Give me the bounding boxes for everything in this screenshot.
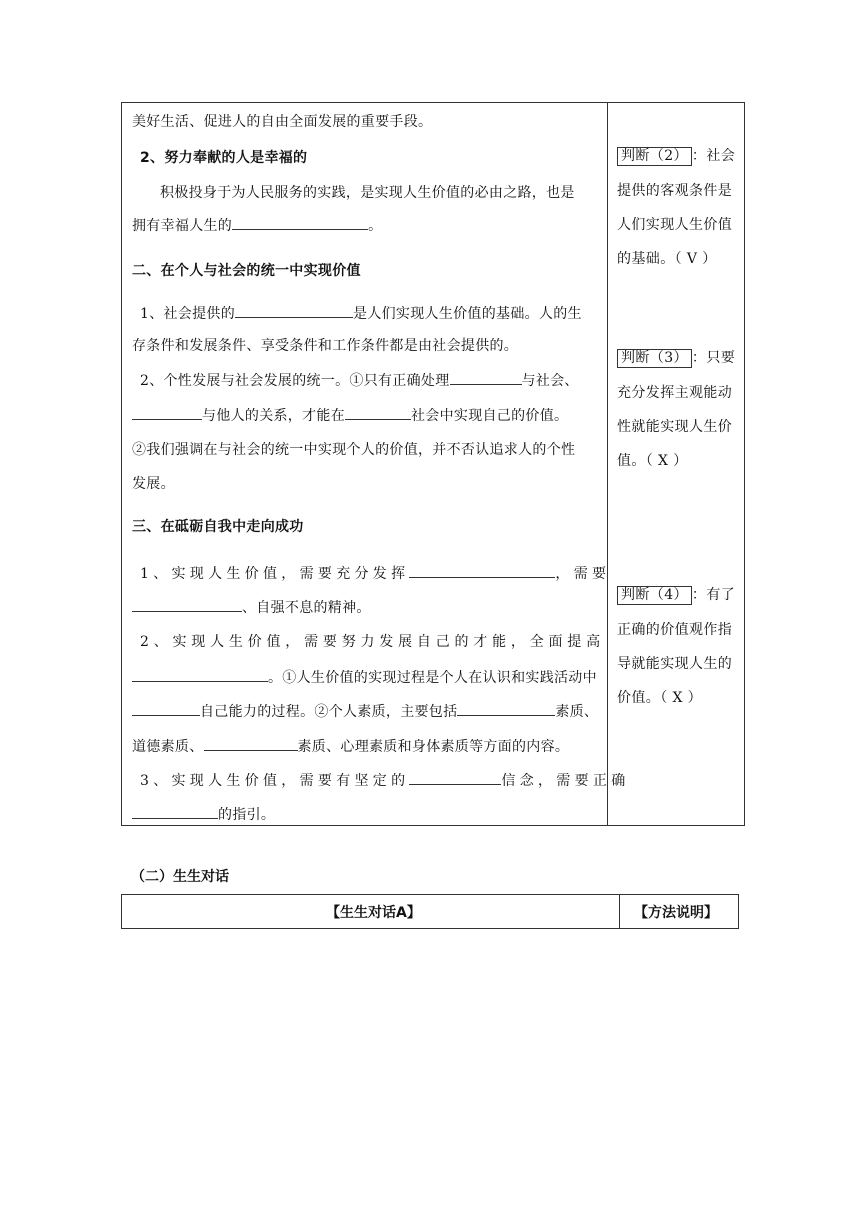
fill-blank [457, 701, 555, 716]
text-fragment: 。 [368, 218, 383, 234]
text-line [140, 303, 582, 324]
text-fragment: 、自强不息的精神。 [242, 600, 371, 616]
text-fragment: 社会中实现自己的价值。 [411, 408, 569, 424]
text-line: 美好生活、促进人的自由全面发展的重要手段。 [132, 114, 433, 130]
text-fragment: 与社会、 [521, 373, 579, 389]
text-fragment: 自己能力的过程。②个人素质，主要包括 [200, 704, 458, 720]
heading-point-2: 2、努力奉献的人是幸福的 [140, 150, 308, 166]
text-line [132, 736, 569, 757]
fill-blank [132, 804, 218, 819]
text-line [132, 804, 275, 825]
fill-blank [132, 701, 200, 716]
judgment-text: 导就能实现人生的 [617, 656, 733, 672]
text-fragment: 道德素质、 [132, 739, 204, 755]
text-fragment: ，需要 [555, 566, 611, 582]
content-column [122, 103, 630, 825]
judgment-4-line [617, 585, 735, 605]
text-fragment: 素质、 [555, 704, 599, 720]
text-fragment: 。①人生价值的实现过程是个人在认识和实践活动中 [268, 670, 597, 686]
judgment-text: 人们实现人生价值 [617, 217, 733, 233]
judgment-text: 正确的价值观作指 [617, 622, 733, 638]
text-line [140, 370, 579, 391]
text-line [132, 215, 382, 236]
text-line: 存条件和发展条件、享受条件和工作条件都是由社会提供的。 [132, 338, 519, 354]
fill-blank [345, 405, 411, 420]
fill-blank [132, 405, 202, 420]
section-heading-3: 三、在砥砺自我中走向成功 [132, 519, 304, 535]
dialogue-table [121, 894, 739, 929]
text-line: ②我们强调在与社会的统一中实现个人的价值，并不否认追求人的个性 [132, 442, 576, 458]
method-column-header: 【方法说明】 [634, 905, 718, 921]
text-fragment: 2、个性发展与社会发展的统一。①只有正确处理 [140, 373, 450, 389]
fill-blank [132, 667, 268, 682]
column-divider [619, 895, 620, 928]
text-fragment: 与他人的关系，才能在 [202, 408, 345, 424]
text-fragment: 素质、心理素质和身体素质等方面的内容。 [297, 739, 570, 755]
judgment-3-line [617, 348, 735, 368]
judgment-label: 判断（4） [617, 586, 692, 605]
fill-blank [450, 370, 522, 385]
text-fragment: 1、实现人生价值，需要充分发挥 [140, 566, 410, 582]
judgment-text: 值。（ X ） [617, 453, 688, 469]
judgment-label: 判断（3） [617, 349, 692, 368]
fill-blank [232, 215, 368, 230]
text-line [140, 563, 610, 584]
notes-column [608, 103, 745, 825]
text-fragment: 1、社会提供的 [140, 306, 236, 322]
text-fragment: 3、实现人生价值，需要有坚定的 [140, 773, 410, 789]
section-heading-2: 二、在个人与社会的统一中实现价值 [132, 263, 361, 279]
judgment-text: 价值。（ X ） [617, 690, 703, 706]
text-fragment: 是人们实现人生价值的基础。人的生 [353, 306, 582, 322]
judgment-label: 判断（2） [617, 147, 692, 166]
text-line [132, 597, 371, 618]
judgment-text: 的基础。（ V ） [617, 251, 717, 267]
judgment-text: 充分发挥主观能动 [617, 385, 733, 401]
text-line [132, 405, 568, 426]
dialogue-column-header: 【生生对话A】 [326, 905, 421, 921]
judgment-text: 性就能实现人生价 [617, 419, 733, 435]
text-fragment: ：社会 [691, 148, 736, 164]
section-title-dialogue: （二）生生对话 [131, 869, 229, 885]
text-line [132, 701, 598, 722]
fill-blank [132, 597, 242, 612]
judgment-2-line [617, 146, 735, 166]
fill-blank [409, 770, 501, 785]
fill-blank [409, 563, 555, 578]
text-fragment: ：有了 [691, 587, 736, 603]
text-line [140, 770, 630, 791]
fill-blank [235, 303, 353, 318]
text-fragment: 2、实现人生价值，需要努力发展自己的才能，全面提高 [140, 634, 605, 650]
study-table [121, 102, 745, 826]
text-fragment: ：只要 [691, 350, 736, 366]
text-line [140, 632, 605, 652]
text-line: 发展。 [132, 476, 175, 492]
fill-blank [204, 736, 298, 751]
text-fragment: 信念，需要正确 [501, 773, 630, 789]
text-line [132, 667, 597, 688]
judgment-text: 提供的客观条件是 [617, 183, 733, 199]
text-fragment: 拥有幸福人生的 [132, 218, 233, 234]
text-line: 积极投身于为人民服务的实践，是实现人生价值的必由之路，也是 [160, 185, 575, 201]
text-fragment: 的指引。 [218, 807, 276, 823]
